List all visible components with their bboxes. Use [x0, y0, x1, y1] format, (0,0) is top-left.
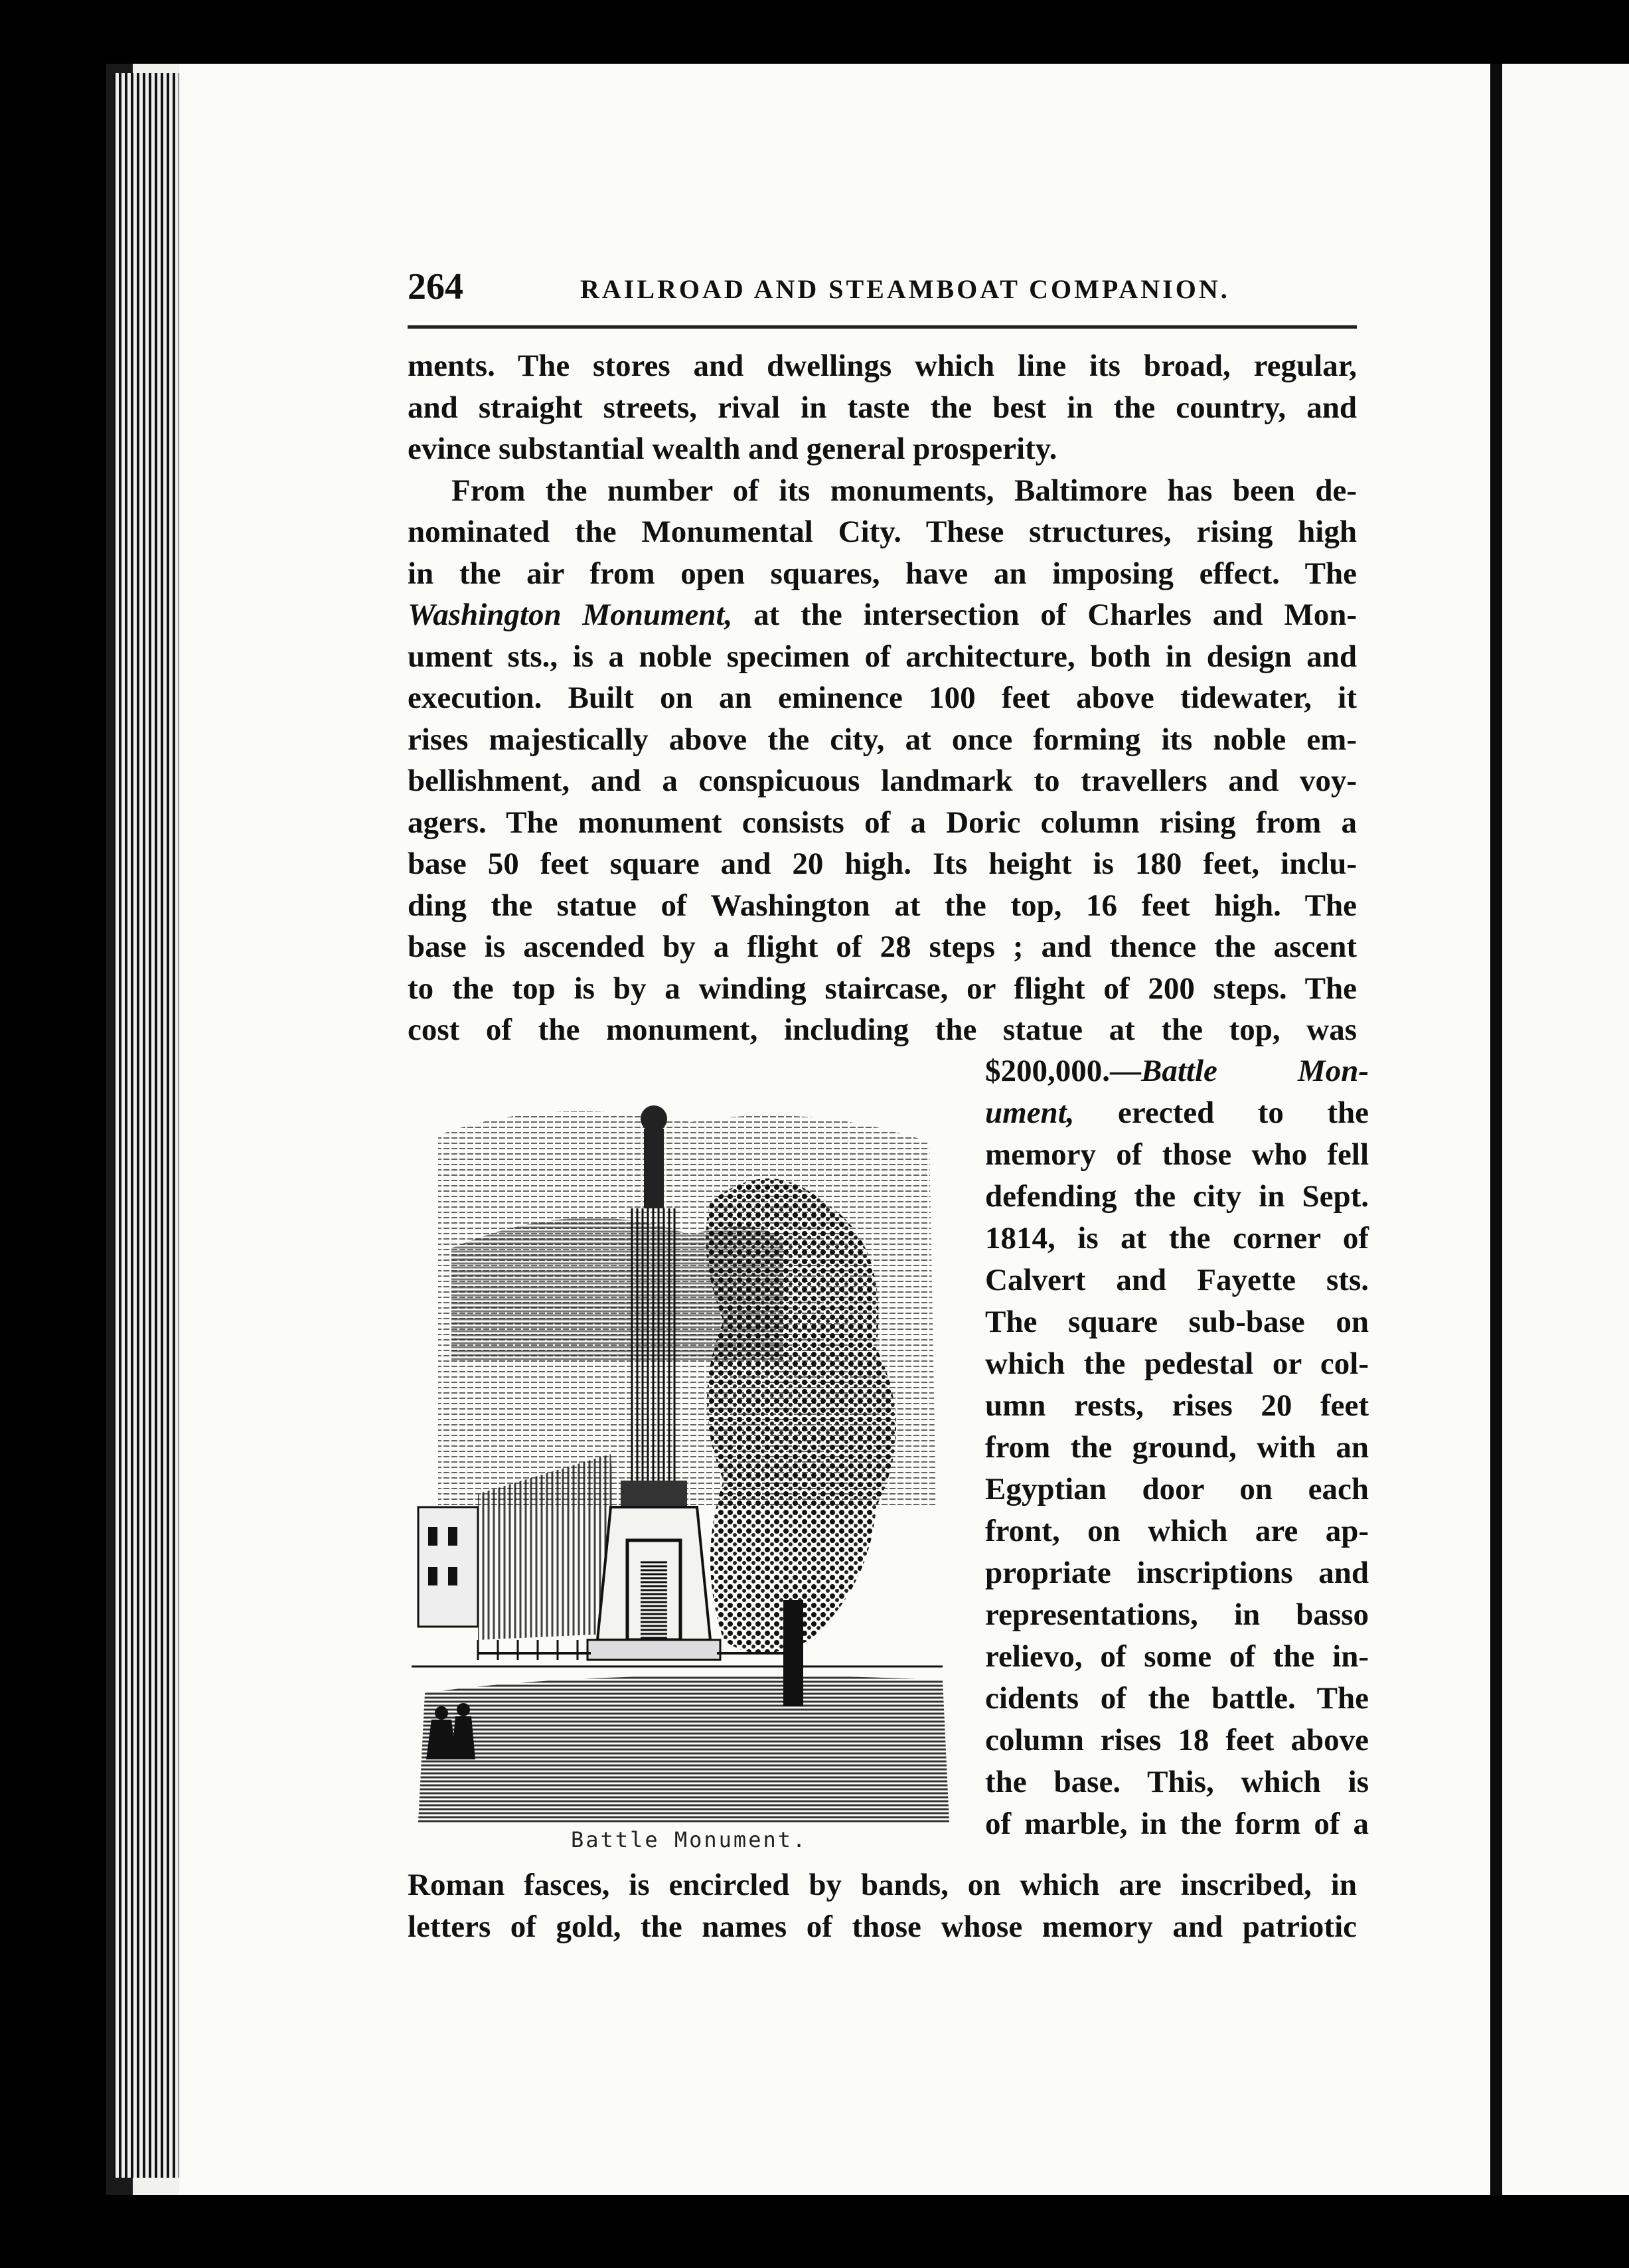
- text-line: defending the city in Sept.: [985, 1179, 1369, 1214]
- text-line: base 50 feet square and 20 high. Its height is 180 feet, inclu-: [408, 847, 1357, 881]
- text-line: column rises 18 feet above: [985, 1723, 1369, 1757]
- text-line: letters of gold, the names of those whose memory and patriotic: [408, 1909, 1357, 1944]
- text-line: ument, erected to the: [985, 1095, 1369, 1130]
- illustration-caption: Battle Monument.: [571, 1827, 808, 1852]
- text-line-washington: Washington Monument, at the intersection of Charles and Mon-: [408, 598, 1358, 632]
- book-gutter: [1490, 64, 1502, 2195]
- text-line: ding the statue of Washington at the top, 16 feet high. The: [408, 888, 1357, 923]
- text-line: agers. The monument consists of a Doric column rising from a: [408, 805, 1357, 840]
- text-line: which the pedestal or col-: [985, 1346, 1369, 1381]
- header-rule: [408, 325, 1357, 329]
- text-line: nominated the Monumental City. These structures, rising high: [408, 515, 1357, 549]
- battle-monument-title: Battle Mon-: [1141, 1054, 1369, 1088]
- text-line: to the top is by a winding staircase, or flight of 200 steps. The: [408, 971, 1357, 1006]
- text-line: cidents of the battle. The: [985, 1681, 1369, 1716]
- text-line: propriate inscriptions and: [985, 1556, 1369, 1590]
- book-page-edges: [113, 73, 179, 2178]
- text-line: ments. The stores and dwellings which line its broad, regular,: [408, 349, 1357, 383]
- text-line: from the ground, with an: [985, 1430, 1369, 1465]
- page-number: 264: [408, 266, 463, 307]
- text-line: ument sts., is a noble specimen of architecture, both in design and: [408, 639, 1357, 674]
- text-line: [985, 1050, 1369, 1092]
- text-line: From the number of its monuments, Baltimore has been de-: [451, 473, 1357, 508]
- text-line: The square sub-base on: [985, 1305, 1369, 1339]
- text-line: relievo, of some of the in-: [985, 1639, 1369, 1674]
- battle-monument-engraving: [412, 1082, 963, 1822]
- text-line: in the air from open squares, have an imposing effect. The: [408, 556, 1357, 591]
- body-text-bottom: [408, 1864, 1357, 1947]
- price-text: $200,000.—: [985, 1054, 1141, 1088]
- text-line: base is ascended by a flight of 28 steps ; and thence the ascent: [408, 930, 1357, 964]
- text-line: and straight streets, rival in taste the best in the country, and: [408, 390, 1357, 425]
- text-line: representations, in basso: [985, 1597, 1369, 1632]
- text-line: Egyptian door on each: [985, 1472, 1369, 1506]
- text-line: memory of those who fell: [985, 1137, 1369, 1172]
- facing-page-edge: [1502, 64, 1629, 2195]
- running-head: RAILROAD AND STEAMBOAT COMPANION.: [580, 274, 1230, 304]
- text-line: cost of the monument, including the statue at the top, was: [408, 1012, 1357, 1047]
- text-line: the base. This, which is: [985, 1765, 1369, 1799]
- body-text-top: [408, 345, 1357, 1051]
- text-line: front, on which are ap-: [985, 1514, 1369, 1548]
- text-line: of marble, in the form of a: [985, 1807, 1369, 1841]
- text-line: rises majestically above the city, at once forming its noble em-: [408, 722, 1357, 757]
- page-header: [408, 266, 1357, 319]
- text-line: evince substantial wealth and general prosperity.: [408, 432, 1057, 466]
- text-line: Roman fasces, is encircled by bands, on which are inscribed, in: [408, 1868, 1357, 1902]
- text-line: bellishment, and a conspicuous landmark to travellers and voy-: [408, 764, 1357, 798]
- battle-monument-title-cont: ument,: [985, 1095, 1075, 1130]
- text-line: umn rests, rises 20 feet: [985, 1388, 1369, 1423]
- text-line: execution. Built on an eminence 100 feet above tidewater, it: [408, 681, 1357, 715]
- body-text-side: [985, 1050, 1369, 1845]
- text-line: Calvert and Fayette sts.: [985, 1263, 1369, 1297]
- text-line: 1814, is at the corner of: [985, 1221, 1369, 1256]
- washington-monument-title: Washington Monument,: [408, 598, 733, 632]
